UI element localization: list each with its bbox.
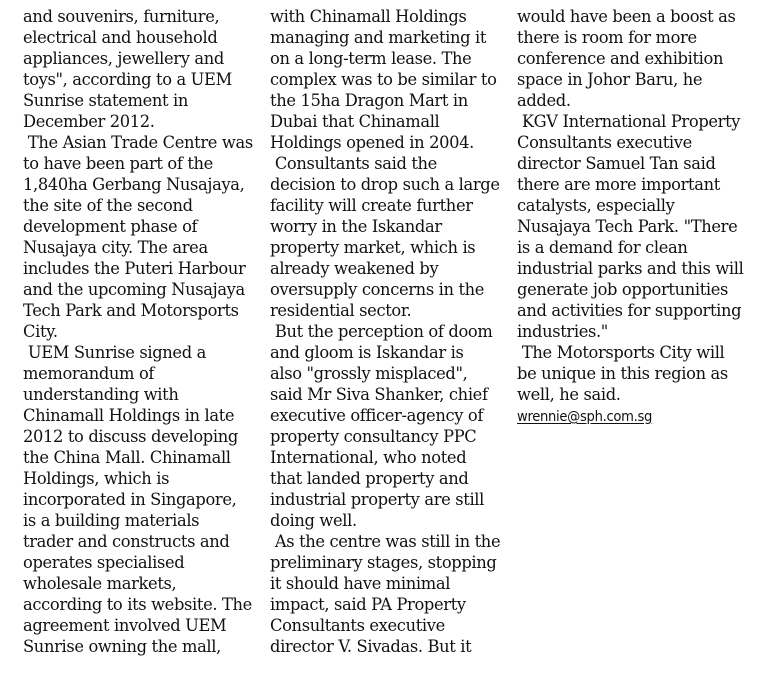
text-line: there are more important (517, 175, 720, 194)
text-line: complex was to be similar to (270, 70, 497, 89)
text-line: electrical and household (23, 28, 218, 47)
text-line: to have been part of the (23, 154, 213, 173)
text-line: development phase of (23, 217, 198, 236)
text-line: said Mr Siva Shanker, chief (270, 385, 488, 404)
text-line: managing and marketing it (270, 28, 487, 47)
article-column-1 (23, 6, 257, 657)
text-line: residential sector. (270, 301, 412, 320)
text-line: the 15ha Dragon Mart in (270, 91, 468, 110)
text-line: doing well. (270, 511, 357, 530)
text-line: Dubai that Chinamall (270, 112, 440, 131)
text-line: it should have minimal (270, 574, 451, 593)
text-line: decision to drop such a large (270, 175, 500, 194)
text-line: be unique in this region as (517, 364, 728, 383)
text-line: Nusajaya Tech Park. "There (517, 217, 738, 236)
text-line: and activities for supporting (517, 301, 742, 320)
text-line: Sunrise statement in (23, 91, 189, 110)
text-line: Consultants executive (270, 616, 445, 635)
text-line: facility will create further (270, 196, 473, 215)
text-line: property market, which is (270, 238, 476, 257)
text-line: understanding with (23, 385, 179, 404)
text-line: conference and exhibition (517, 49, 724, 68)
text-line: But the perception of doom (270, 322, 493, 341)
text-line: preliminary stages, stopping (270, 553, 497, 572)
text-line: December 2012. (23, 112, 155, 131)
text-line: industrial property are still (270, 490, 485, 509)
text-line: also "grossly misplaced", (270, 364, 468, 383)
text-line: City. (23, 322, 58, 341)
text-line: Nusajaya city. The area (23, 238, 208, 257)
text-line: would have been a boost as (517, 7, 736, 26)
text-line: executive officer-agency of (270, 406, 484, 425)
text-line: on a long-term lease. The (270, 49, 472, 68)
text-line: director Samuel Tan said (517, 154, 716, 173)
text-line: 2012 to discuss developing (23, 427, 238, 446)
text-line: generate job opportunities (517, 280, 729, 299)
text-line: space in Johor Baru, he (517, 70, 703, 89)
text-line: wholesale markets, (23, 574, 177, 593)
text-line: agreement involved UEM (23, 616, 227, 635)
text-line: includes the Puteri Harbour (23, 259, 246, 278)
text-line: Consultants said the (270, 154, 437, 173)
text-line: International, who noted (270, 448, 467, 467)
text-line: Tech Park and Motorsports (23, 301, 239, 320)
text-line: already weakened by (270, 259, 439, 278)
text-line: memorandum of (23, 364, 155, 383)
text-line: is a demand for clean (517, 238, 688, 257)
text-line: that landed property and (270, 469, 469, 488)
text-line: worry in the Iskandar (270, 217, 442, 236)
text-line: and the upcoming Nusajaya (23, 280, 245, 299)
column-3-text (517, 6, 753, 405)
text-line: well, he said. (517, 385, 621, 404)
article-column-2 (270, 6, 504, 657)
text-line: As the centre was still in the (270, 532, 501, 551)
text-line: director V. Sivadas. But it (270, 637, 472, 656)
text-line: with Chinamall Holdings (270, 7, 467, 26)
text-line: incorporated in Singapore, (23, 490, 237, 509)
text-line: Sunrise owning the mall, (23, 637, 221, 656)
text-line: industrial parks and this will (517, 259, 744, 278)
text-line: The Asian Trade Centre was (23, 133, 253, 152)
text-line: property consultancy PPC (270, 427, 477, 446)
text-line: Chinamall Holdings in late (23, 406, 235, 425)
text-line: UEM Sunrise signed a (23, 343, 206, 362)
text-line: 1,840ha Gerbang Nusajaya, (23, 175, 245, 194)
text-line: operates specialised (23, 553, 185, 572)
text-line: added. (517, 91, 571, 110)
text-line: KGV International Property (517, 112, 741, 131)
text-line: The Motorsports City will (517, 343, 725, 362)
author-email-link[interactable]: wrennie@sph.com.sg (517, 408, 653, 425)
text-line: the China Mall. Chinamall (23, 448, 231, 467)
text-line: appliances, jewellery and (23, 49, 224, 68)
text-line: industries." (517, 322, 608, 341)
text-line: toys", according to a UEM (23, 70, 232, 89)
text-line: there is room for more (517, 28, 697, 47)
text-line: Holdings, which is (23, 469, 170, 488)
text-line: the site of the second (23, 196, 193, 215)
text-line: oversupply concerns in the (270, 280, 485, 299)
text-line: Consultants executive (517, 133, 692, 152)
text-line: according to its website. The (23, 595, 252, 614)
text-line: and gloom is Iskandar is (270, 343, 464, 362)
text-line: impact, said PA Property (270, 595, 466, 614)
text-line: trader and constructs and (23, 532, 230, 551)
text-line: and souvenirs, furniture, (23, 7, 220, 26)
text-line: catalysts, especially (517, 196, 675, 215)
article-column-3 (517, 6, 753, 426)
text-line: Holdings opened in 2004. (270, 133, 474, 152)
text-line: is a building materials (23, 511, 200, 530)
